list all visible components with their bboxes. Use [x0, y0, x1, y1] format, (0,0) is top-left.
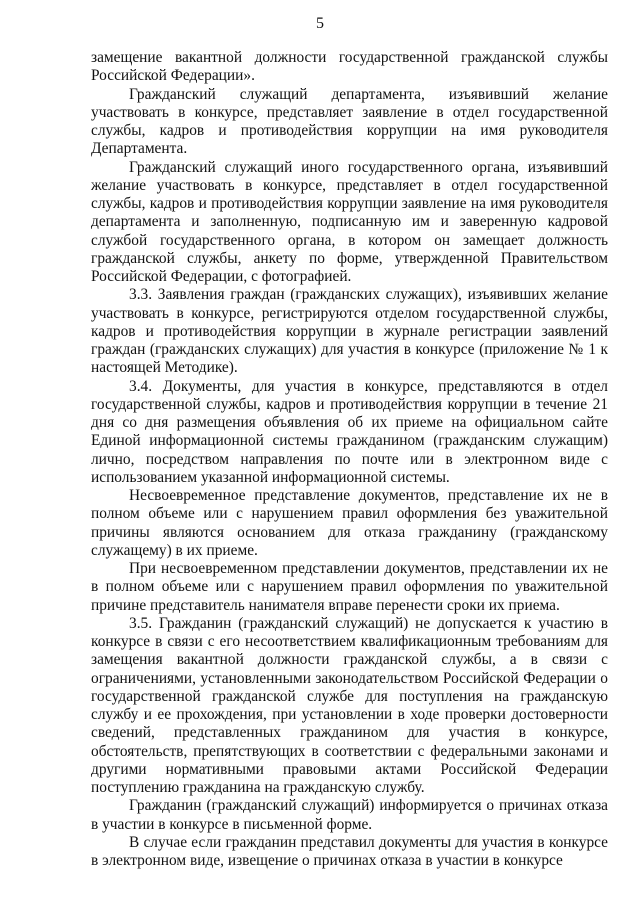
- paragraph: Гражданский служащий департамента, изъявивший желание участвовать в конкурсе, представляет заявление в отдел государственной службы, кадров и противодействия коррупции на имя руководителя Департамента.: [91, 85, 608, 158]
- paragraph: 3.4. Документы, для участия в конкурсе, представляются в отдел государственной службы, кадров и противодействия коррупции в течение 21 дня со дня размещения объявления об их приеме на официальном сайте Единой информационной системы гражданином (гражданским служащим) лично, посредством направления по почте или в электронном виде с использованием указанной информационной системы.: [91, 377, 608, 486]
- paragraph: Гражданский служащий иного государственного органа, изъявивший желание участвовать в конкурсе, представляет в отдел государственной службы, кадров и противодействия коррупции заявление на имя руководителя департамента и заполненную, подписанную им и заверенную кадровой службой государственного органа, в котором он замещает должность гражданской службы, анкету по форме, утвержденной Правительством Российской Федерации, с фотографией.: [91, 158, 608, 285]
- page-number: 5: [316, 15, 324, 32]
- paragraph: В случае если гражданин представил документы для участия в конкурсе в электронном виде, извещение о причинах отказа в участии в конкурсе: [91, 833, 608, 869]
- paragraph: При несвоевременном представлении документов, представлении их не в полном объеме или с нарушением правил оформления по уважительной причине представитель нанимателя вправе перенести сроки их приема.: [91, 560, 608, 614]
- paragraph: Несвоевременное представление документов, представление их не в полном объеме или с нарушением правил оформления без уважительной причины являются основанием для отказа гражданину (гражданскому служащему) в их приеме.: [91, 487, 608, 559]
- paragraph: 3.5. Гражданин (гражданский служащий) не допускается к участию в конкурсе в связи с его несоответствием квалификационным требованиям для замещения вакантной должности гражданской службы, а в связи с ограничениями, установленными законодательством Российской Федерации о государственной гражданской службе для поступления на гражданскую службу и ее прохождения, при установлении в ходе проверки достоверности сведений, представленных гражданином для участия в конкурсе, обстоятельств, препятствующих в соответствии с федеральными законами и другими нормативными правовыми актами Российской Федерации поступлению гражданина на гражданскую службу.: [91, 614, 608, 796]
- paragraph: Гражданин (гражданский служащий) информируется о причинах отказа в участии в конкурсе в письменной форме.: [91, 797, 608, 833]
- document-body: [91, 49, 608, 870]
- paragraph: замещение вакантной должности государственной гражданской службы Российской Федерации».: [91, 49, 608, 85]
- paragraph: 3.3. Заявления граждан (гражданских служащих), изъявивших желание участвовать в конкурсе, регистрируются отделом государственной службы, кадров и противодействия коррупции в журнале регистрации заявлений граждан (гражданских служащих) для участия в конкурсе (приложение № 1 к настоящей Методике).: [91, 286, 608, 377]
